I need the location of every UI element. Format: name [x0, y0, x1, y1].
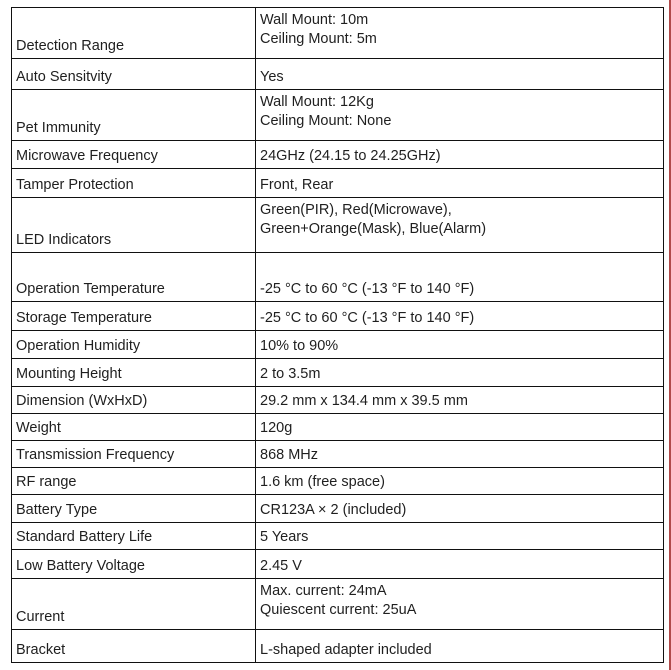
spec-label: LED Indicators [12, 198, 256, 253]
spec-value-line: 1.6 km (free space) [260, 474, 385, 490]
spec-label: Auto Sensitvity [12, 59, 256, 90]
spec-value-line: Max. current: 24mA [260, 583, 387, 599]
spec-row [12, 441, 664, 468]
spec-value [256, 414, 664, 441]
spec-label: Tamper Protection [12, 169, 256, 198]
spec-row [12, 141, 664, 169]
spec-value-line: -25 °C to 60 °C (-13 °F to 140 °F) [260, 310, 475, 326]
spec-value-line: Green(PIR), Red(Microwave), [260, 202, 452, 218]
spec-row [12, 579, 664, 630]
spec-value [256, 495, 664, 523]
spec-label: Transmission Frequency [12, 441, 256, 468]
spec-row [12, 198, 664, 253]
spec-row [12, 550, 664, 579]
spec-row [12, 169, 664, 198]
spec-label: Standard Battery Life [12, 523, 256, 550]
spec-value [256, 253, 664, 302]
spec-row [12, 387, 664, 414]
spec-value [256, 441, 664, 468]
spec-row [12, 59, 664, 90]
spec-row [12, 8, 664, 59]
spec-row [12, 468, 664, 495]
spec-value [256, 169, 664, 198]
spec-value-line: 10% to 90% [260, 338, 339, 354]
spec-value-line: 2.45 V [260, 558, 302, 574]
spec-label: RF range [12, 468, 256, 495]
spec-label: Microwave Frequency [12, 141, 256, 169]
spec-row [12, 359, 664, 387]
spec-row [12, 495, 664, 523]
spec-label: Battery Type [12, 495, 256, 523]
spec-label: Storage Temperature [12, 302, 256, 331]
spec-value-line: 5 Years [260, 529, 309, 545]
spec-row [12, 302, 664, 331]
spec-value-line: 24GHz (24.15 to 24.25GHz) [260, 148, 441, 164]
spec-value [256, 198, 664, 253]
spec-value [256, 331, 664, 359]
specification-table-body [12, 8, 664, 663]
spec-row [12, 523, 664, 550]
spec-value [256, 8, 664, 59]
spec-value [256, 359, 664, 387]
spec-value-line: Wall Mount: 10m [260, 12, 369, 28]
spec-value [256, 387, 664, 414]
spec-value [256, 579, 664, 630]
spec-value-line: Ceiling Mount: 5m [260, 31, 377, 47]
spec-label: Bracket [12, 630, 256, 663]
spec-value-line: Yes [260, 69, 284, 85]
spec-value [256, 630, 664, 663]
spec-value-line: 29.2 mm x 134.4 mm x 39.5 mm [260, 393, 468, 409]
spec-label: Operation Humidity [12, 331, 256, 359]
spec-label: Dimension (WxHxD) [12, 387, 256, 414]
spec-value-line: Green+Orange(Mask), Blue(Alarm) [260, 221, 487, 237]
spec-value-line: CR123A × 2 (included) [260, 502, 407, 518]
spec-value-line: L-shaped adapter included [260, 642, 432, 658]
spec-label: Detection Range [12, 8, 256, 59]
spec-value-line: Ceiling Mount: None [260, 113, 392, 129]
spec-row [12, 253, 664, 302]
spec-value [256, 550, 664, 579]
spec-row [12, 630, 664, 663]
spec-label: Operation Temperature [12, 253, 256, 302]
spec-label: Weight [12, 414, 256, 441]
spec-label: Pet Immunity [12, 90, 256, 141]
specification-table [11, 7, 664, 663]
spec-value-line: Front, Rear [260, 177, 334, 193]
spec-value [256, 59, 664, 90]
spec-value-line: 120g [260, 420, 293, 436]
spec-row [12, 90, 664, 141]
spec-value-line: Wall Mount: 12Kg [260, 94, 374, 110]
spec-value [256, 90, 664, 141]
spec-value [256, 302, 664, 331]
spec-value-line: -25 °C to 60 °C (-13 °F to 140 °F) [260, 281, 475, 297]
spec-value [256, 468, 664, 495]
spec-label: Current [12, 579, 256, 630]
spec-value-line: 2 to 3.5m [260, 366, 321, 382]
spec-row [12, 414, 664, 441]
spec-value-line: 868 MHz [260, 447, 319, 463]
spec-value [256, 141, 664, 169]
spec-row [12, 331, 664, 359]
spec-label: Low Battery Voltage [12, 550, 256, 579]
spec-value-line: Quiescent current: 25uA [260, 602, 417, 618]
spec-value [256, 523, 664, 550]
spec-label: Mounting Height [12, 359, 256, 387]
